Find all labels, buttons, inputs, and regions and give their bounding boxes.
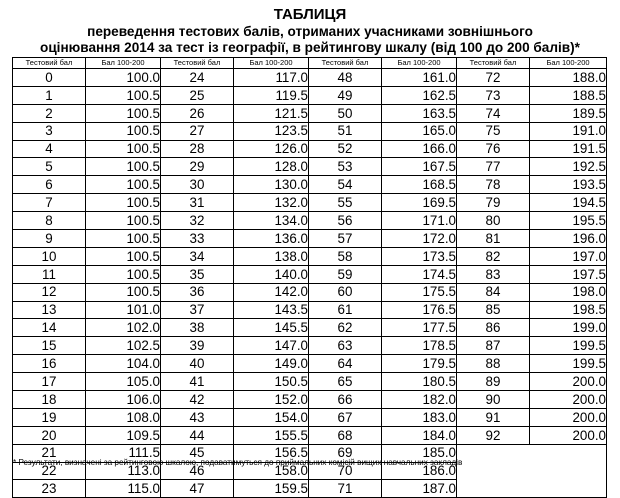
rating-cell: 105.0 <box>86 373 161 391</box>
score-cell: 23 <box>13 480 86 498</box>
table-row <box>13 373 607 391</box>
score-cell: 8 <box>13 212 86 230</box>
empty-cell <box>530 462 607 480</box>
conversion-table <box>12 57 607 498</box>
rating-cell: 183.0 <box>382 408 457 426</box>
rating-cell: 134.0 <box>234 212 309 230</box>
score-cell: 53 <box>309 158 382 176</box>
document-subtitle-line-2: оцінювання 2014 за тест із географії, в рейтингову шкалу (від 100 до 200 балів)* <box>40 40 580 55</box>
rating-cell: 195.5 <box>530 212 607 230</box>
score-cell: 25 <box>161 86 234 104</box>
score-cell: 84 <box>457 283 530 301</box>
score-cell: 5 <box>13 158 86 176</box>
rating-cell: 155.5 <box>234 426 309 444</box>
rating-cell: 150.5 <box>234 373 309 391</box>
rating-cell: 200.0 <box>530 408 607 426</box>
rating-cell: 154.0 <box>234 408 309 426</box>
rating-cell: 102.0 <box>86 319 161 337</box>
rating-cell: 174.5 <box>382 265 457 283</box>
score-cell: 63 <box>309 337 382 355</box>
table-row <box>13 212 607 230</box>
score-cell: 65 <box>309 373 382 391</box>
rating-cell: 100.5 <box>86 247 161 265</box>
score-cell: 51 <box>309 122 382 140</box>
score-cell: 31 <box>161 194 234 212</box>
score-cell: 79 <box>457 194 530 212</box>
score-cell: 12 <box>13 283 86 301</box>
score-cell: 47 <box>161 480 234 498</box>
score-cell: 72 <box>457 69 530 87</box>
score-cell: 46 <box>161 462 234 480</box>
document-subtitle-line-1: переведення тестових балів, отриманих учасниками зовнішнього <box>87 24 533 39</box>
table-row <box>13 283 607 301</box>
table-row <box>13 194 607 212</box>
score-cell: 0 <box>13 69 86 87</box>
rating-cell: 193.5 <box>530 176 607 194</box>
table-row <box>13 140 607 158</box>
rating-cell: 194.5 <box>530 194 607 212</box>
table-row <box>13 480 607 498</box>
score-cell: 14 <box>13 319 86 337</box>
score-cell: 57 <box>309 230 382 248</box>
score-cell: 60 <box>309 283 382 301</box>
table-header-row <box>13 58 607 69</box>
rating-cell: 136.0 <box>234 230 309 248</box>
table-row <box>13 337 607 355</box>
score-cell: 17 <box>13 373 86 391</box>
rating-cell: 166.0 <box>382 140 457 158</box>
score-cell: 82 <box>457 247 530 265</box>
rating-cell: 104.0 <box>86 355 161 373</box>
table-row <box>13 158 607 176</box>
rating-cell: 200.0 <box>530 373 607 391</box>
rating-cell: 123.5 <box>234 122 309 140</box>
rating-cell: 175.5 <box>382 283 457 301</box>
score-cell: 78 <box>457 176 530 194</box>
rating-cell: 173.5 <box>382 247 457 265</box>
rating-cell: 100.5 <box>86 86 161 104</box>
rating-cell: 168.5 <box>382 176 457 194</box>
score-cell: 9 <box>13 230 86 248</box>
score-cell: 38 <box>161 319 234 337</box>
score-cell: 18 <box>13 391 86 409</box>
rating-cell: 100.5 <box>86 283 161 301</box>
score-cell: 92 <box>457 426 530 444</box>
rating-cell: 128.0 <box>234 158 309 176</box>
column-header-score: Тестовий бал <box>457 58 530 69</box>
rating-cell: 197.5 <box>530 265 607 283</box>
rating-cell: 149.0 <box>234 355 309 373</box>
score-cell: 87 <box>457 337 530 355</box>
score-cell: 40 <box>161 355 234 373</box>
rating-cell: 191.5 <box>530 140 607 158</box>
rating-cell: 158.0 <box>234 462 309 480</box>
score-cell: 13 <box>13 301 86 319</box>
rating-cell: 147.0 <box>234 337 309 355</box>
score-cell: 26 <box>161 104 234 122</box>
score-cell: 37 <box>161 301 234 319</box>
document-title: ТАБЛИЦЯ <box>273 6 347 23</box>
score-cell: 34 <box>161 247 234 265</box>
table-body <box>13 69 607 498</box>
rating-cell: 152.0 <box>234 391 309 409</box>
score-cell: 68 <box>309 426 382 444</box>
score-cell: 27 <box>161 122 234 140</box>
rating-cell: 163.5 <box>382 104 457 122</box>
footnote: * Результати, визначені за рейтинговою шкалою, подаватимуться до приймальних комісій вищих навчальних закладів <box>13 458 463 467</box>
rating-cell: 167.5 <box>382 158 457 176</box>
rating-cell: 196.0 <box>530 230 607 248</box>
score-cell: 88 <box>457 355 530 373</box>
rating-cell: 106.0 <box>86 391 161 409</box>
score-cell: 77 <box>457 158 530 176</box>
table-row <box>13 355 607 373</box>
score-cell: 56 <box>309 212 382 230</box>
rating-cell: 108.0 <box>86 408 161 426</box>
rating-cell: 199.5 <box>530 337 607 355</box>
score-cell: 16 <box>13 355 86 373</box>
score-cell: 11 <box>13 265 86 283</box>
score-cell: 67 <box>309 408 382 426</box>
rating-cell: 162.5 <box>382 86 457 104</box>
score-cell: 59 <box>309 265 382 283</box>
empty-cell <box>457 444 530 462</box>
score-cell: 29 <box>161 158 234 176</box>
rating-cell: 165.0 <box>382 122 457 140</box>
column-header-rating: Бал 100-200 <box>234 58 309 69</box>
rating-cell: 180.5 <box>382 373 457 391</box>
score-cell: 41 <box>161 373 234 391</box>
column-header-rating: Бал 100-200 <box>86 58 161 69</box>
score-cell: 74 <box>457 104 530 122</box>
rating-cell: 142.0 <box>234 283 309 301</box>
rating-cell: 185.0 <box>382 444 457 462</box>
rating-cell: 100.5 <box>86 122 161 140</box>
rating-cell: 100.5 <box>86 140 161 158</box>
table-row <box>13 301 607 319</box>
score-cell: 36 <box>161 283 234 301</box>
rating-cell: 184.0 <box>382 426 457 444</box>
rating-cell: 101.0 <box>86 301 161 319</box>
score-cell: 28 <box>161 140 234 158</box>
rating-cell: 126.0 <box>234 140 309 158</box>
rating-cell: 186.0 <box>382 462 457 480</box>
table-row <box>13 104 607 122</box>
rating-cell: 191.0 <box>530 122 607 140</box>
score-cell: 49 <box>309 86 382 104</box>
empty-cell <box>530 480 607 498</box>
rating-cell: 188.0 <box>530 69 607 87</box>
rating-cell: 200.0 <box>530 391 607 409</box>
empty-cell <box>530 444 607 462</box>
score-cell: 45 <box>161 444 234 462</box>
rating-cell: 100.5 <box>86 230 161 248</box>
rating-cell: 199.0 <box>530 319 607 337</box>
score-cell: 21 <box>13 444 86 462</box>
score-cell: 39 <box>161 337 234 355</box>
score-cell: 86 <box>457 319 530 337</box>
rating-cell: 187.0 <box>382 480 457 498</box>
table-row <box>13 86 607 104</box>
score-cell: 81 <box>457 230 530 248</box>
rating-cell: 100.5 <box>86 265 161 283</box>
table-row <box>13 319 607 337</box>
score-cell: 54 <box>309 176 382 194</box>
table-row <box>13 408 607 426</box>
rating-cell: 121.5 <box>234 104 309 122</box>
rating-cell: 161.0 <box>382 69 457 87</box>
score-cell: 10 <box>13 247 86 265</box>
table-row <box>13 176 607 194</box>
score-cell: 35 <box>161 265 234 283</box>
score-cell: 69 <box>309 444 382 462</box>
empty-cell <box>457 462 530 480</box>
rating-cell: 199.5 <box>530 355 607 373</box>
score-cell: 73 <box>457 86 530 104</box>
score-cell: 33 <box>161 230 234 248</box>
score-cell: 7 <box>13 194 86 212</box>
rating-cell: 113.0 <box>86 462 161 480</box>
rating-cell: 177.5 <box>382 319 457 337</box>
score-cell: 58 <box>309 247 382 265</box>
score-cell: 6 <box>13 176 86 194</box>
rating-cell: 198.5 <box>530 301 607 319</box>
score-cell: 85 <box>457 301 530 319</box>
score-cell: 48 <box>309 69 382 87</box>
rating-cell: 100.5 <box>86 104 161 122</box>
score-cell: 50 <box>309 104 382 122</box>
rating-cell: 132.0 <box>234 194 309 212</box>
score-cell: 3 <box>13 122 86 140</box>
rating-cell: 100.5 <box>86 212 161 230</box>
rating-cell: 143.5 <box>234 301 309 319</box>
column-header-rating: Бал 100-200 <box>530 58 607 69</box>
rating-cell: 198.0 <box>530 283 607 301</box>
score-cell: 32 <box>161 212 234 230</box>
rating-cell: 100.5 <box>86 194 161 212</box>
score-cell: 66 <box>309 391 382 409</box>
rating-cell: 115.0 <box>86 480 161 498</box>
score-cell: 89 <box>457 373 530 391</box>
table-row <box>13 426 607 444</box>
table-row <box>13 69 607 87</box>
table-row <box>13 247 607 265</box>
table-row <box>13 265 607 283</box>
rating-cell: 100.5 <box>86 158 161 176</box>
rating-cell: 102.5 <box>86 337 161 355</box>
rating-cell: 138.0 <box>234 247 309 265</box>
rating-cell: 200.0 <box>530 426 607 444</box>
rating-cell: 178.5 <box>382 337 457 355</box>
rating-cell: 182.0 <box>382 391 457 409</box>
rating-cell: 111.5 <box>86 444 161 462</box>
score-cell: 20 <box>13 426 86 444</box>
empty-cell <box>457 480 530 498</box>
rating-cell: 140.0 <box>234 265 309 283</box>
score-cell: 42 <box>161 391 234 409</box>
score-cell: 76 <box>457 140 530 158</box>
rating-cell: 109.5 <box>86 426 161 444</box>
rating-cell: 197.0 <box>530 247 607 265</box>
score-cell: 44 <box>161 426 234 444</box>
score-cell: 43 <box>161 408 234 426</box>
rating-cell: 100.0 <box>86 69 161 87</box>
score-cell: 15 <box>13 337 86 355</box>
rating-cell: 179.5 <box>382 355 457 373</box>
score-cell: 55 <box>309 194 382 212</box>
score-cell: 83 <box>457 265 530 283</box>
column-header-score: Тестовий бал <box>309 58 382 69</box>
score-cell: 52 <box>309 140 382 158</box>
score-cell: 80 <box>457 212 530 230</box>
score-cell: 91 <box>457 408 530 426</box>
table-row <box>13 122 607 140</box>
rating-cell: 145.5 <box>234 319 309 337</box>
score-cell: 61 <box>309 301 382 319</box>
rating-cell: 189.5 <box>530 104 607 122</box>
table-row <box>13 391 607 409</box>
rating-cell: 176.5 <box>382 301 457 319</box>
score-cell: 4 <box>13 140 86 158</box>
rating-cell: 119.5 <box>234 86 309 104</box>
rating-cell: 188.5 <box>530 86 607 104</box>
score-cell: 19 <box>13 408 86 426</box>
rating-cell: 169.5 <box>382 194 457 212</box>
rating-cell: 192.5 <box>530 158 607 176</box>
score-cell: 90 <box>457 391 530 409</box>
score-cell: 1 <box>13 86 86 104</box>
score-cell: 22 <box>13 462 86 480</box>
score-cell: 75 <box>457 122 530 140</box>
rating-cell: 117.0 <box>234 69 309 87</box>
score-cell: 62 <box>309 319 382 337</box>
column-header-score: Тестовий бал <box>13 58 86 69</box>
rating-cell: 172.0 <box>382 230 457 248</box>
rating-cell: 100.5 <box>86 176 161 194</box>
table-row <box>13 230 607 248</box>
score-cell: 24 <box>161 69 234 87</box>
score-cell: 2 <box>13 104 86 122</box>
column-header-rating: Бал 100-200 <box>382 58 457 69</box>
rating-cell: 159.5 <box>234 480 309 498</box>
score-cell: 30 <box>161 176 234 194</box>
rating-cell: 130.0 <box>234 176 309 194</box>
rating-cell: 171.0 <box>382 212 457 230</box>
column-header-score: Тестовий бал <box>161 58 234 69</box>
score-cell: 71 <box>309 480 382 498</box>
score-cell: 70 <box>309 462 382 480</box>
rating-cell: 156.5 <box>234 444 309 462</box>
score-cell: 64 <box>309 355 382 373</box>
